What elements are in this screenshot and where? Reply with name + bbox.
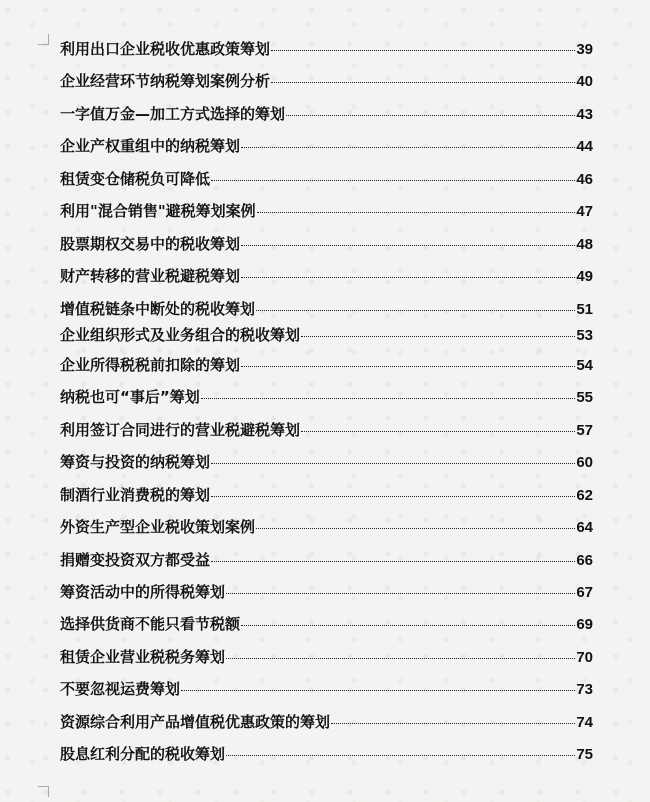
toc-entry-title: 捐赠变投资双方都受益 <box>60 550 211 569</box>
dot-leader <box>256 310 575 311</box>
toc-entry[interactable] <box>60 103 593 135</box>
crop-mark-bottom-left <box>38 786 49 797</box>
dot-leader <box>241 625 575 626</box>
toc-entry[interactable] <box>60 38 593 70</box>
dot-leader <box>211 496 575 497</box>
toc-entry[interactable] <box>60 324 593 354</box>
toc-entry-page: 62 <box>576 486 593 504</box>
toc-entry-page: 74 <box>576 713 593 731</box>
toc-entry[interactable] <box>60 711 593 743</box>
toc-entry-page: 54 <box>576 356 593 374</box>
toc-entry-title: 不要忽视运费筹划 <box>60 680 181 699</box>
toc-entry-title: 租赁企业营业税税务筹划 <box>60 647 226 666</box>
toc-entry[interactable] <box>60 613 593 645</box>
dot-leader <box>271 50 575 51</box>
toc-entry[interactable] <box>60 549 593 581</box>
toc-entry-page: 43 <box>576 105 593 123</box>
toc-entry-title: 租赁变仓储税负可降低 <box>60 169 211 188</box>
dot-leader <box>286 115 575 116</box>
toc-entry[interactable] <box>60 743 593 775</box>
toc-entry-page: 49 <box>576 268 593 286</box>
toc-entry-title: 利用出口企业税收优惠政策筹划 <box>60 40 271 58</box>
toc-entry[interactable] <box>60 484 593 516</box>
toc-entry-title: 选择供货商不能只看节税额 <box>60 615 241 634</box>
toc-entry-title: 企业经营环节纳税筹划案例分析 <box>60 72 271 91</box>
dot-leader <box>331 723 575 724</box>
toc-entry-title: 资源综合利用产品增值税优惠政策的筹划 <box>60 712 331 731</box>
dot-leader <box>257 212 576 213</box>
toc-entry[interactable] <box>60 265 593 297</box>
dot-leader <box>301 336 575 337</box>
dot-leader <box>201 398 576 399</box>
dot-leader <box>301 431 575 432</box>
toc-entry[interactable] <box>60 451 593 483</box>
dot-leader <box>256 528 575 529</box>
dot-leader <box>241 277 575 278</box>
toc-entry-title: 利用"混合销售"避税筹划案例 <box>60 202 256 221</box>
toc-entry[interactable] <box>60 419 593 451</box>
toc-entry-title: 外资生产型企业税收策划案例 <box>60 518 256 537</box>
toc-entry-page: 66 <box>576 551 593 569</box>
toc-entry-page: 69 <box>576 616 593 634</box>
toc-entry-page: 70 <box>576 648 593 666</box>
dot-leader <box>211 180 575 181</box>
toc-entry[interactable] <box>60 581 593 613</box>
toc-entry-page: 48 <box>576 235 593 253</box>
toc-entry[interactable] <box>60 386 593 418</box>
toc-entry-page: 55 <box>576 389 593 407</box>
toc-entry[interactable] <box>60 70 593 102</box>
toc-entry-page: 51 <box>576 300 593 318</box>
toc-entry-title: 利用签订合同进行的营业税避税筹划 <box>60 420 301 439</box>
crop-mark-top-left <box>38 34 49 45</box>
toc-entry-page: 47 <box>576 203 593 221</box>
toc-entry-title: 筹资与投资的纳税筹划 <box>60 453 211 472</box>
toc-entry[interactable] <box>60 233 593 265</box>
toc-entry-title: 制酒行业消费税的筹划 <box>60 485 211 504</box>
table-of-contents <box>60 38 593 776</box>
dot-leader <box>241 245 575 246</box>
dot-leader <box>211 561 575 562</box>
toc-entry-page: 57 <box>576 421 593 439</box>
toc-entry-page: 40 <box>576 73 593 91</box>
toc-entry[interactable] <box>60 678 593 710</box>
toc-entry-title: 一字值万金—加工方式选择的筹划 <box>60 104 286 123</box>
toc-entry-title: 企业所得税税前扣除的筹划 <box>60 355 241 374</box>
dot-leader <box>211 463 575 464</box>
toc-entry[interactable] <box>60 516 593 548</box>
toc-entry-title: 纳税也可“事后”筹划 <box>60 388 200 407</box>
dot-leader <box>271 82 575 83</box>
dot-leader <box>226 755 575 756</box>
toc-entry[interactable] <box>60 354 593 386</box>
toc-entry[interactable] <box>60 135 593 167</box>
toc-entry-page: 73 <box>576 681 593 699</box>
toc-entry[interactable] <box>60 168 593 200</box>
dot-leader <box>241 147 575 148</box>
toc-entry-page: 44 <box>576 138 593 156</box>
toc-entry-title: 股票期权交易中的税收筹划 <box>60 234 241 253</box>
toc-entry-page: 46 <box>576 170 593 188</box>
toc-entry-page: 64 <box>576 519 593 537</box>
dot-leader <box>241 366 575 367</box>
toc-entry-page: 75 <box>576 746 593 764</box>
toc-entry-page: 53 <box>576 326 593 344</box>
toc-entry-title: 股息红利分配的税收筹划 <box>60 745 226 764</box>
toc-entry-page: 39 <box>576 41 593 58</box>
toc-entry[interactable] <box>60 646 593 678</box>
toc-entry-page: 60 <box>576 454 593 472</box>
toc-entry-title: 筹资活动中的所得税筹划 <box>60 583 226 601</box>
toc-entry-title: 企业产权重组中的纳税筹划 <box>60 137 241 156</box>
toc-entry[interactable] <box>60 200 593 232</box>
toc-entry-title: 增值税链条中断处的税收筹划 <box>60 299 256 318</box>
dot-leader <box>226 658 575 659</box>
toc-entry-title: 财产转移的营业税避税筹划 <box>60 267 241 286</box>
toc-entry-title: 企业组织形式及业务组合的税收筹划 <box>60 325 301 344</box>
dot-leader <box>181 690 575 691</box>
dot-leader <box>226 593 575 594</box>
toc-entry-page: 67 <box>576 584 593 601</box>
